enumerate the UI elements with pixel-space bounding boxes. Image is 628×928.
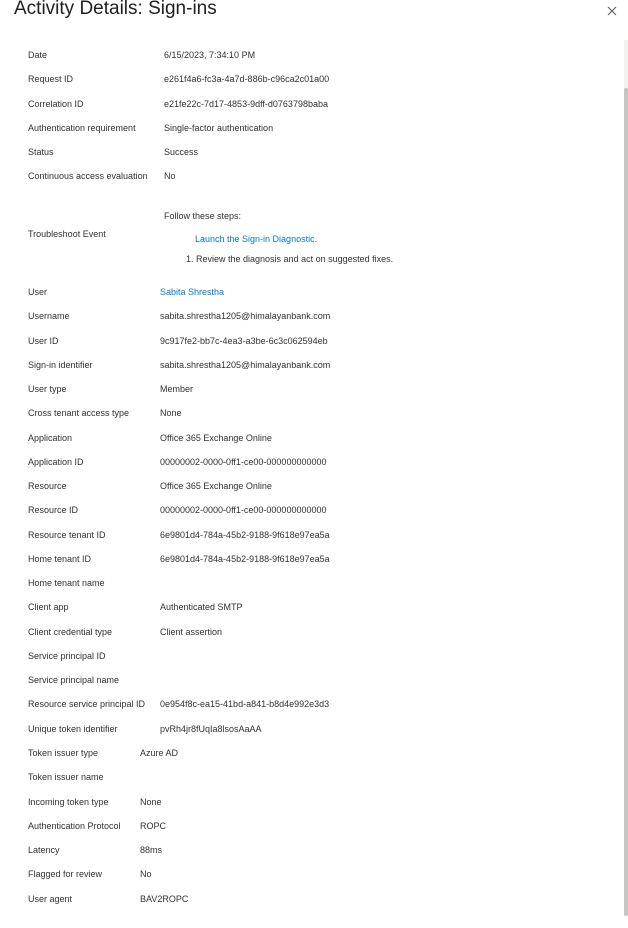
detail-value: ROPC (140, 820, 167, 831)
detail-row (0, 282, 620, 302)
detail-label: Home tenant ID (28, 553, 92, 564)
detail-label: Authentication requirement (28, 122, 136, 133)
detail-row (0, 379, 620, 399)
detail-label: Unique token identifier (28, 723, 118, 734)
detail-label: Application ID (28, 456, 84, 467)
detail-label: User agent (28, 893, 73, 904)
detail-label: Correlation ID (28, 98, 84, 109)
detail-value: Office 365 Exchange Online (160, 481, 272, 491)
detail-label: Client credential type (28, 626, 113, 637)
detail-row (0, 719, 620, 739)
detail-row (0, 306, 620, 326)
detail-value: None (160, 408, 182, 419)
detail-row (0, 94, 620, 114)
detail-value: pvRh4jr8fUqIa8lsosAaAA (160, 723, 262, 734)
detail-row (0, 767, 620, 787)
detail-row (0, 840, 620, 860)
detail-row (0, 428, 620, 448)
detail-row (0, 500, 620, 520)
detail-label: Resource service principal ID (28, 699, 146, 710)
detail-label: Authentication Protocol (28, 820, 121, 831)
detail-label: Continuous access evaluation (28, 171, 148, 182)
detail-row (0, 452, 620, 472)
detail-value: 00000002-0000-0ff1-ce00-000000000000 (160, 456, 327, 467)
detail-row (0, 549, 620, 569)
detail-value: Member (160, 384, 194, 394)
detail-row (0, 889, 620, 909)
detail-row (0, 743, 620, 763)
detail-value: 9c917fe2-bb7c-4ea3-a3be-6c3c062594eb (160, 335, 328, 346)
detail-row (0, 355, 620, 375)
detail-label: User ID (28, 335, 59, 346)
detail-value: 00000002-0000-0ff1-ce00-000000000000 (160, 505, 327, 516)
detail-row (0, 166, 620, 186)
detail-row (0, 45, 620, 65)
scrollbar-thumb[interactable] (624, 88, 628, 916)
detail-row (0, 646, 620, 666)
detail-label: Date (28, 50, 48, 60)
troubleshoot-intro: Follow these steps: (164, 211, 242, 221)
detail-value: e21fe22c-7d17-4853-9dff-d0763798baba (164, 98, 328, 109)
detail-row (0, 525, 620, 545)
detail-label: Client app (28, 602, 69, 613)
troubleshoot-step: 1. Review the diagnosis and act on suggested fixes. (186, 254, 394, 264)
detail-label: Token issuer name (28, 772, 104, 783)
detail-label: Resource tenant ID (28, 529, 106, 540)
detail-row (0, 403, 620, 423)
detail-label: Username (28, 311, 70, 322)
detail-value: No (140, 869, 152, 880)
detail-value: 0e954f8c-ea15-41bd-a841-b8d4e992e3d3 (160, 699, 330, 710)
detail-row (0, 694, 620, 714)
detail-label: Troubleshoot Event (28, 229, 106, 239)
detail-row (0, 118, 620, 138)
detail-label: User (28, 287, 48, 297)
detail-value: BAV2ROPC (140, 893, 189, 904)
detail-label: Latency (28, 845, 60, 855)
detail-value: e261f4a6-fc3a-4a7d-886b-c96ca2c01a00 (164, 74, 330, 85)
detail-row (0, 622, 620, 642)
detail-label: Home tenant name (28, 578, 105, 588)
detail-value: 6/15/2023, 7:34:10 PM (164, 50, 256, 60)
detail-value: No (164, 171, 176, 182)
detail-label: Sign-in identifier (28, 359, 93, 370)
close-icon (604, 3, 620, 19)
detail-value: 6e9801d4-784a-45b2-9188-9f618e97ea5a (160, 529, 330, 540)
detail-value: 6e9801d4-784a-45b2-9188-9f618e97ea5a (160, 553, 330, 564)
detail-row (0, 476, 620, 496)
panel-title: Activity Details: Sign-ins (14, 0, 217, 19)
detail-label: Request ID (28, 74, 74, 85)
launch-diagnostic-link[interactable]: Launch the Sign-in Diagnostic. (195, 234, 318, 244)
detail-row (0, 142, 620, 162)
detail-row (0, 864, 620, 884)
detail-value: Client assertion (160, 626, 223, 637)
detail-value: 88ms (140, 845, 163, 855)
detail-label: Resource (28, 481, 67, 491)
detail-label: Service principal ID (28, 650, 106, 661)
detail-label: Token issuer type (28, 748, 99, 758)
detail-row (0, 69, 620, 89)
detail-row (0, 331, 620, 351)
detail-label: Incoming token type (28, 796, 109, 807)
user-link[interactable]: Sabita Shrestha (160, 287, 225, 297)
detail-row (0, 816, 620, 836)
detail-label: Status (28, 147, 54, 157)
detail-row (0, 597, 620, 617)
detail-row (0, 670, 620, 690)
detail-value: Single-factor authentication (164, 122, 274, 133)
detail-label: Resource ID (28, 505, 79, 516)
detail-value: Authenticated SMTP (160, 602, 243, 613)
detail-label: Flagged for review (28, 869, 103, 880)
detail-label: Application (28, 432, 73, 443)
detail-value: Office 365 Exchange Online (160, 432, 272, 443)
detail-value: sabita.shrestha1205@himalayanbank.com (160, 311, 331, 322)
detail-label: Service principal name (28, 675, 120, 685)
detail-value: Success (164, 147, 199, 157)
detail-label: User type (28, 384, 67, 394)
detail-row (0, 573, 620, 593)
close-button[interactable] (604, 3, 620, 19)
detail-row (0, 792, 620, 812)
detail-value: None (140, 796, 162, 807)
detail-value: sabita.shrestha1205@himalayanbank.com (160, 359, 331, 370)
detail-label: Cross tenant access type (28, 408, 130, 419)
detail-value: Azure AD (140, 748, 179, 758)
